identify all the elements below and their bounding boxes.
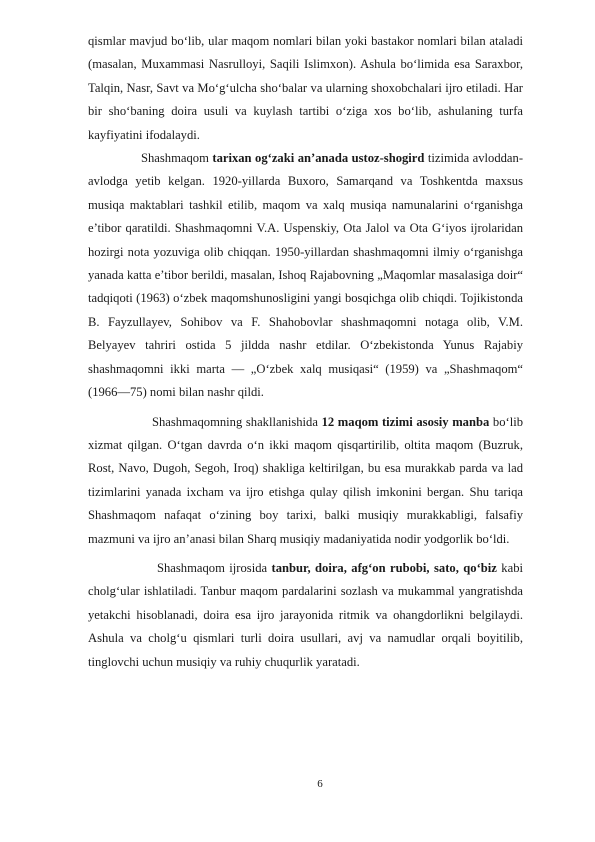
paragraph-3-bold: 12 maqom tizimi asosiy manba [321,414,490,429]
paragraph-2-text-end: tizimida avloddan-avlodga yetib kelgan. 1920-yillarda Buxoro, Samarqand va Toshkentda maxsus musiqa maktablari tashkil etilib, maqom va xalq musiqa namunalarini o‘rganishga e’tibor qaratildi. Shashmaqomni V.A. Uspenskiy, Ota Jalol va Ota G‘iyos ijrolaridan hozirgi nota yozuviga olib chiqqan. 1950-yillardan shashmaqomni ilmiy o‘rganishga yanada katta e’tibor berildi, masalan, Ishoq Rajabovning „Maqomlar masalasiga doir“ tadqiqoti (1963) o‘zbek maqomshunosligini yangi bosqichga olib chiqdi. Tojikistonda B. Fayzullayev, Sohibov va F. Shahobovlar shashmaqomni notaga olib, V.M. Belyayev tahriri ostida 5 jildda nashr etdilar. O‘zbekistonda Yunus Rajabiy shashmaqomni ikki marta — „O‘zbek xalq musiqasi“ (1959) va „Shashmaqom“ (1966—75) nomi bilan nashr qildi. [88,151,524,400]
paragraph-2-bold: tarixan og‘zaki an’anada ustoz-shogird [212,151,425,166]
document-body [88,30,523,674]
paragraph-1 [88,30,523,147]
paragraph-3-text-end: bo‘lib xizmat qilgan. O‘tgan davrda o‘n ikki maqom qisqartirilib, oltita maqom (Buzruk, Rost, Navo, Dugoh, Segoh, Iroq) shakliga keltirilgan, bu esa murakkab parda va lad tizimlarini yanada ixcham va ijro etishga qulay qilish imkonini bergan. Shu tariqa Shashmaqom nafaqat o‘zining boy tarixi, balki musiqiy murakkabligi, falsafiy mazmuni va ijro an’anasi bilan Sharq musiqiy madaniyatida nodir yodgorlik bo‘ldi. [88,414,524,546]
paragraph-4 [88,557,523,674]
paragraph-4-text-start: Shashmaqom ijrosida [157,560,272,575]
paragraph-3 [88,411,523,551]
paragraph-3-text-start: Shashmaqomning shakllanishida [152,414,322,429]
paragraph-4-text-end: kabi cholg‘ular ishlatiladi. Tanbur maqom pardalarini sozlash va mukammal yangratishda yetakchi hisoblanadi, doira esa ijro jarayonida ritmik va ohangdorlikni belgilaydi. Ashula va cholg‘u qismlari turli doira usullari, avj va namudlar orqali boyitilib, tinglovchi uchun musiqiy va ruhiy chuqurlik yaratadi. [88,560,523,669]
page-number: 6 [317,778,323,790]
paragraph-4-bold: tanbur, doira, afg‘on rubobi, sato, qo‘biz [271,560,497,575]
paragraph-2-text-start: Shashmaqom [141,151,213,166]
paragraph-1-text: qismlar mavjud bo‘lib, ular maqom nomlari bilan yoki bastakor nomlari bilan ataladi (masalan, Muxammasi Nasrulloyi, Saqili Islimxon). Ashula bo‘limida esa Saraxbor, Talqin, Nasr, Savt va Mo‘g‘ulcha sho‘balar va ularning shoxobchalari ijro etiladi. Har bir sho‘baning doira usuli va kuylash tartibi o‘ziga xos bo‘lib, ashulaning turfa kayfiyatini ifodalaydi. [88,34,523,142]
paragraph-2 [88,147,523,404]
